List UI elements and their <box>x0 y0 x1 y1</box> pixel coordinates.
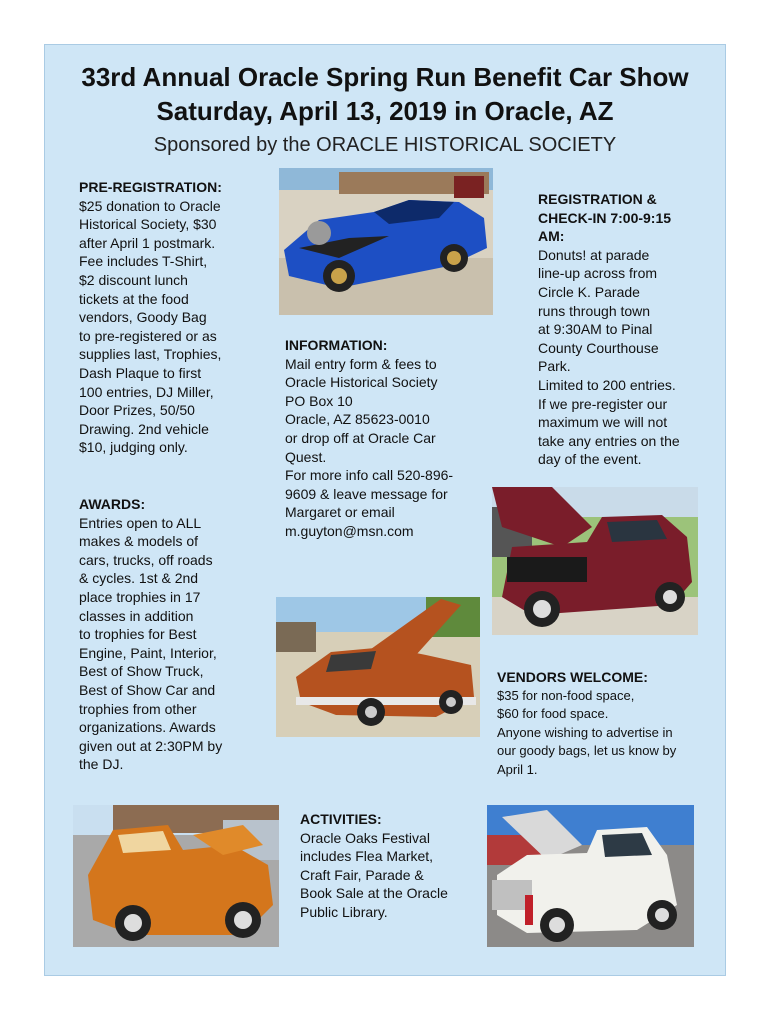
awards-section <box>79 495 264 774</box>
information-heading: INFORMATION: <box>285 337 388 353</box>
registration-section <box>538 190 708 469</box>
awards-body: Entries open to ALL makes & models of cars, trucks, off roads & cycles. 1st & 2nd place trophies in 17 classes in addition to trophies for Best Engine, Paint, Interior, Best of Show Truck, Best of Show Car and trophies from other organizations. Awards given out at 2:30PM by the DJ. <box>79 514 223 773</box>
information-body: Mail entry form & fees to Oracle Historical Society PO Box 10 Oracle, AZ 85623-0010 or drop off at Oracle Car Quest. For more info call 520-896- 9609 & leave message for Margaret or email m.guyton@msn.com <box>285 355 454 539</box>
vendors-body: $35 for non-food space, $60 for food space. Anyone wishing to advertise in our goody bags, let us know by April 1. <box>497 687 677 777</box>
activities-section <box>300 810 480 922</box>
photo-copper-classic-sedan <box>276 597 480 737</box>
photo-orange-hot-rod <box>73 805 279 947</box>
event-date-location: Saturday, April 13, 2019 in Oracle, AZ <box>156 96 614 126</box>
registration-body: Donuts! at parade line-up across from Circle K. Parade runs through town at 9:30AM to Pinal County Courthouse Park. Limited to 200 entries. If we pre-register our maximum we will not take any entries on the day of the event. <box>538 246 680 468</box>
preregistration-section <box>79 178 264 457</box>
event-title: 33rd Annual Oracle Spring Run Benefit Car Show <box>81 62 689 92</box>
photo-white-pickup <box>487 805 694 947</box>
activities-heading: ACTIVITIES: <box>300 811 382 827</box>
awards-heading: AWARDS: <box>79 496 146 512</box>
sponsor-line: Sponsored by the ORACLE HISTORICAL SOCIETY <box>153 134 617 156</box>
preregistration-heading: PRE-REGISTRATION: <box>79 179 222 195</box>
vendors-section <box>497 668 707 779</box>
photo-blue-muscle-car <box>279 168 493 315</box>
activities-body: Oracle Oaks Festival includes Flea Market, Craft Fair, Parade & Book Sale at the Oracle Public Library. <box>300 829 448 920</box>
preregistration-body: $25 donation to Oracle Historical Society, $30 after April 1 postmark. Fee includes T-Shirt, $2 discount lunch tickets at the food vendors, Goody Bag to pre-registered or as supplies last, Trophies, Dash Plaque to first 100 entries, DJ Miller, Door Prizes, 50/50 Drawing. 2nd vehicle $10, judging only. <box>79 197 222 456</box>
registration-heading: REGISTRATION & CHECK-IN 7:00-9:15 AM: <box>538 191 672 245</box>
vendors-heading: VENDORS WELCOME: <box>497 669 648 685</box>
information-section <box>285 336 485 541</box>
photo-maroon-pickup <box>492 487 698 635</box>
